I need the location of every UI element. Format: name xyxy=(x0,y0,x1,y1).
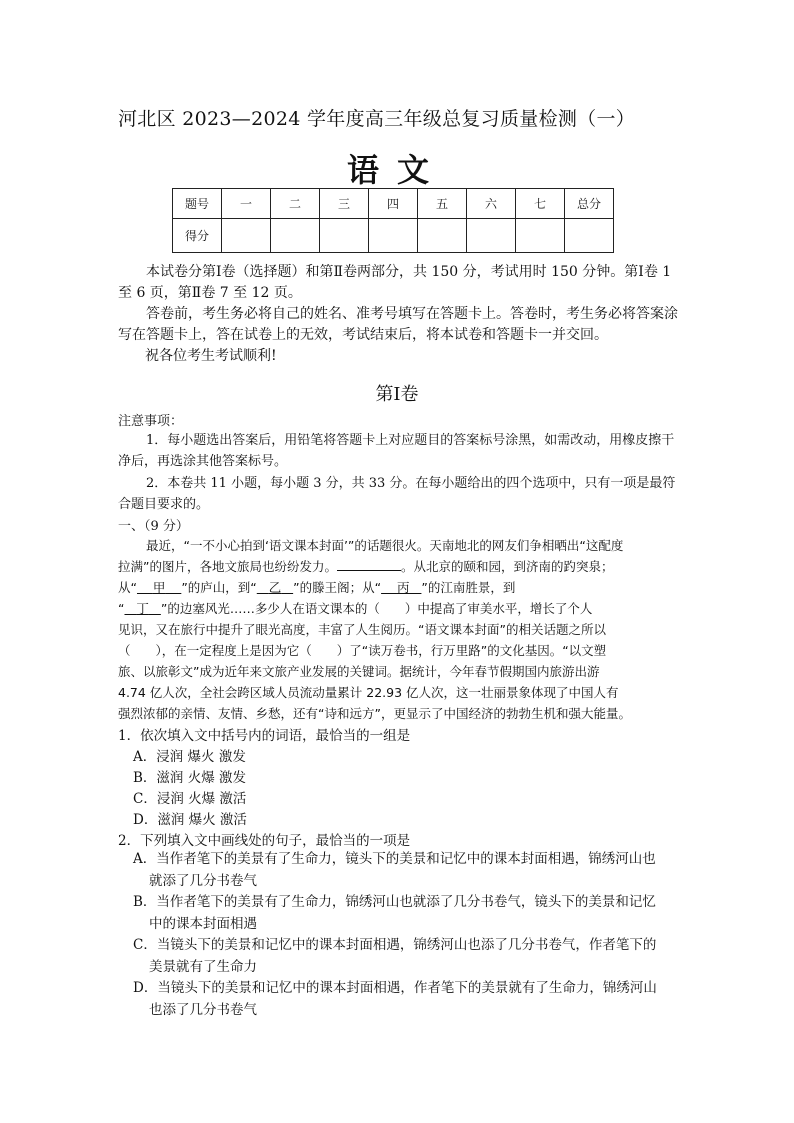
option-line: B．当作者笔下的美景有了生命力，锦绣河山也就添了几分书卷气，镜头下的美景和记忆 xyxy=(133,894,656,910)
score-header-cell: 四 xyxy=(369,189,418,219)
blank-bing xyxy=(381,580,421,595)
blank-ding-label: 丁 xyxy=(136,601,149,616)
score-cell xyxy=(418,219,467,253)
score-cell xyxy=(565,219,614,253)
volume-title: 第Ⅰ卷 xyxy=(375,384,419,405)
q2-option-b xyxy=(133,891,678,935)
passage-text: ”的边塞风光……多少人在语文课本的（ ）中提高了审美水平，增长了个人 xyxy=(160,601,593,616)
score-cell xyxy=(320,219,369,253)
blank-yi xyxy=(257,580,293,595)
passage-text: ”的庐山，到“ xyxy=(181,580,257,595)
section-1-heading: 一、（9 分） xyxy=(118,519,189,534)
underline-blank xyxy=(337,556,401,571)
intro-paragraph-2: 答卷前，考生务必将自己的姓名、准考号填写在答题卡上。答卷时，考生务必将答案涂写在答题卡上，答在试卷上的无效，考试结束后，将本试卷和答题卡一并交回。 xyxy=(118,306,678,343)
option-line: 中的课本封面相遇 xyxy=(149,916,257,932)
passage-text: 从“ xyxy=(118,580,137,595)
passage-line: 4.74 亿人次，全社会跨区域人员流动量累计 22.93 亿人次，这一壮丽景象体现了中国人有 xyxy=(118,685,619,700)
passage-line xyxy=(118,577,678,598)
blank-ding xyxy=(124,601,160,616)
option-line: 就添了几分书卷气 xyxy=(149,873,257,889)
note-1: 1．每小题选出答案后，用铅笔将答题卡上对应题目的答案标号涂黑，如需改动，用橡皮擦干净后，再选涂其他答案标号。 xyxy=(118,433,675,469)
q1-option-c: C．浸润 火爆 激活 xyxy=(133,791,247,807)
blank-yi-label: 乙 xyxy=(268,580,282,595)
question-2-stem: 2．下列填入文中画线处的句子，最恰当的一项是 xyxy=(118,833,411,849)
passage-text: ”的江南胜景，到 xyxy=(421,580,516,595)
passage-text: ”的滕王阁；从“ xyxy=(293,580,382,595)
passage-line: 最近，“一不小心拍到‘语文课本封面’”的话题很火。天南地北的网友们争相晒出“这配度 xyxy=(146,538,624,553)
intro-paragraph-1: 本试卷分第Ⅰ卷（选择题）和第Ⅱ卷两部分，共 150 分，考试用时 150 分钟。第Ⅰ卷 1 至 6 页，第Ⅱ卷 7 至 12 页。 xyxy=(118,264,672,301)
q1-option-a: A．浸润 爆火 激发 xyxy=(133,749,246,765)
score-cell xyxy=(467,219,516,253)
intro-paragraph-3: 祝各位考生考试顺利! xyxy=(145,348,277,364)
notes-heading: 注意事项： xyxy=(118,414,184,429)
passage-text: “ xyxy=(118,601,125,616)
score-header-cell: 一 xyxy=(222,189,271,219)
q2-option-a xyxy=(133,848,678,892)
score-table xyxy=(172,188,614,253)
option-line: 也添了几分书卷气 xyxy=(149,1002,257,1018)
passage-text: 拉满”的图片，各地文旅局也纷纷发力。 xyxy=(118,559,337,574)
q2-option-c xyxy=(133,934,678,978)
exam-title: 河北区 2023—2024 学年度高三年级总复习质量检测（一） xyxy=(118,108,636,130)
subject-title: 语文 xyxy=(346,151,447,189)
option-line: 美景就有了生命力 xyxy=(149,959,257,975)
passage-line: 见识，又在旅行中提升了眼光高度，丰富了人生阅历。“语文课本封面”的相关话题之所以 xyxy=(118,622,606,637)
blank-jia-label: 甲 xyxy=(152,580,166,595)
note-2: 2．本卷共 11 小题，每小题 3 分，共 33 分。在每小题给出的四个选项中，只有一项是最符合题目要求的。 xyxy=(118,476,676,512)
option-line: D．当镜头下的美景和记忆中的课本封面相遇，作者笔下的美景就有了生命力，锦绣河山 xyxy=(133,980,657,996)
q2-option-d xyxy=(133,977,678,1021)
question-1-stem: 1．依次填入文中括号内的词语，最恰当的一组是 xyxy=(118,728,411,744)
score-header-cell: 二 xyxy=(271,189,320,219)
score-header-cell: 七 xyxy=(516,189,565,219)
score-cell xyxy=(222,219,271,253)
option-line: A．当作者笔下的美景有了生命力，镜头下的美景和记忆中的课本封面相遇，锦绣河山也 xyxy=(133,851,656,867)
q1-option-d: D．滋润 爆火 激活 xyxy=(133,812,247,828)
score-header-cell: 题号 xyxy=(173,189,222,219)
passage-line xyxy=(118,598,678,619)
option-line: C．当镜头下的美景和记忆中的课本封面相遇，锦绣河山也添了几分书卷气，作者笔下的 xyxy=(133,937,657,953)
passage-text: 。从北京的颐和园，到济南的趵突泉； xyxy=(400,559,614,574)
passage-line: 强烈浓郁的亲情、友情、乡愁，还有“诗和远方”，更显示了中国经济的勃勃生机和强大能量。 xyxy=(118,706,631,721)
score-table-score-row xyxy=(173,219,614,253)
passage-line: （ ），在一定程度上是因为它（ ）了“读万卷书，行万里路”的文化基因。“以文塑 xyxy=(118,643,607,658)
q1-option-b: B．滋润 火爆 激发 xyxy=(133,770,247,786)
score-header-cell: 总分 xyxy=(565,189,614,219)
score-row-label: 得分 xyxy=(173,219,222,253)
score-cell xyxy=(516,219,565,253)
score-header-cell: 五 xyxy=(418,189,467,219)
score-header-cell: 三 xyxy=(320,189,369,219)
score-header-cell: 六 xyxy=(467,189,516,219)
passage-line: 旅、以旅彰文”成为近年来文旅产业发展的关键词。据统计，今年春节假期国内旅游出游 xyxy=(118,664,600,679)
score-table-header-row xyxy=(173,189,614,219)
blank-bing-label: 丙 xyxy=(396,580,410,595)
score-cell xyxy=(369,219,418,253)
passage-line xyxy=(118,556,678,577)
score-cell xyxy=(271,219,320,253)
blank-jia xyxy=(137,580,181,595)
